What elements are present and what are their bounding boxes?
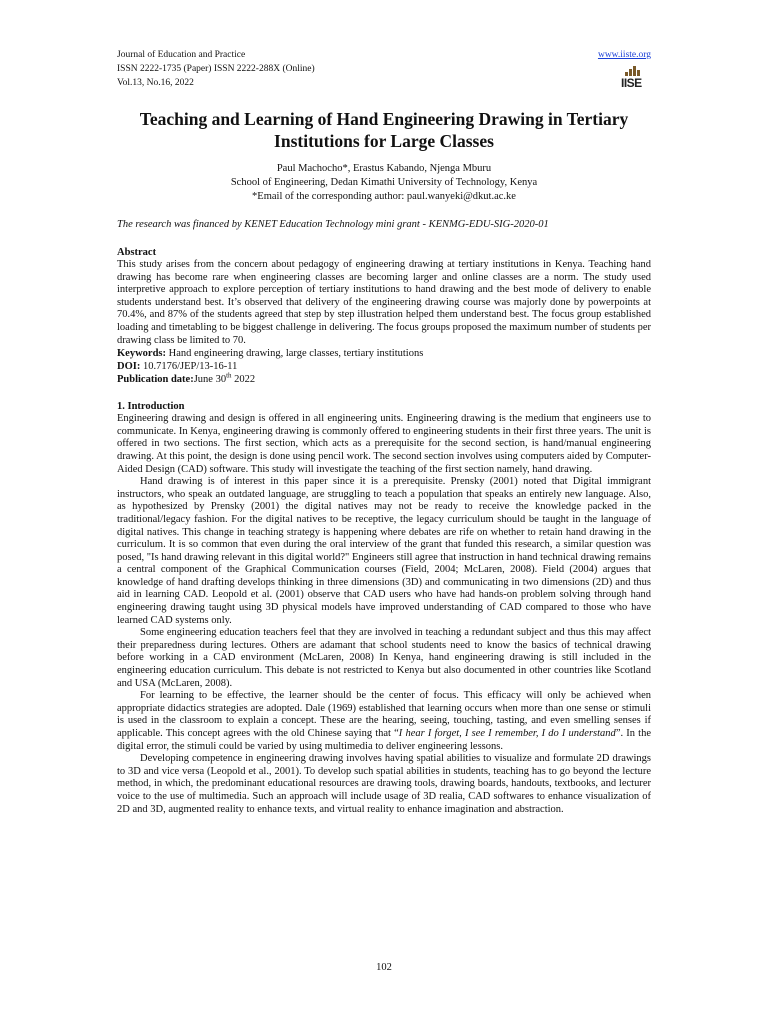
volume: Vol.13, No.16, 2022 — [117, 78, 194, 88]
p4-quote: I hear I forget, I see I remember, I do I understand — [398, 728, 616, 739]
keywords — [117, 347, 651, 360]
logo-bars-icon — [625, 66, 651, 76]
intro-paragraph-2: Hand drawing is of interest in this paper since it is a prerequisite. Prensky (2001) noted that Digital immigrant instructors, who speak an outdated language, are struggling to teach a population that speaks an entirely new language. Also, as hypothesized by Prensky (2001) the digital natives may not be ready to receive the knowledge packed in the traditional/legacy fashion. For the digital natives to be receptive, the legacy curriculum should be taught in the language of digital natives. This change in teaching strategy is happening where debates are rife on whether to retain hand drawing in the curriculum. It is so common that even during the oral interview of the grant that funded this research, a similar question was posed, "Is hand drawing relevant in this digital world?" Engineers still agree that instruction in hand technical drawing remains a central component of the Graphical Communication courses (Field, 2004; McLaren, 2008). Field (2004) argues that knowledge of hand drafting develops thinking in three dimensions (3D) and communicating in two dimensions (2D) and thus aid in learning CAD. Leopold et al. (2001) observe that CAD users who have had hands-on problem solving through hand engineering drawing taught using 3D physical models have improved understanding of CAD compared to those who have learned CAD systems only. — [117, 476, 651, 626]
paper-title: Teaching and Learning of Hand Engineering Drawing in Tertiary Institutions for Large Classes — [139, 109, 629, 151]
iiste-logo — [621, 66, 651, 96]
doi-label: DOI: — [117, 361, 141, 373]
abstract-text: This study arises from the concern about pedagogy of engineering drawing at tertiary institutions in Kenya. Teaching hand drawing has become rare when engineering classes are becoming larger and online classes are a norm. The study used interpretive approach to explore perception of tertiary institutions to hand drawing and the best mode of delivery to enable students understand best. It’s observed that delivery of the engineering drawing course was majorly done by powerpoints at 70.4%, and 87% of the students agreed that step by step illustration helped them understand best. The focus group established loading and timetabling to be biggest challenge in delivering. The focus groups proposed the maximum number of students per drawing class be limited to 70. — [117, 259, 651, 346]
issn: ISSN 2222-1735 (Paper) ISSN 2222-288X (Online) — [117, 64, 315, 74]
doi — [117, 360, 651, 373]
publication-date — [117, 373, 651, 386]
authors: Paul Machocho*, Erastus Kabando, Njenga Mburu — [276, 163, 492, 174]
publication-label: Publication date: — [117, 374, 194, 386]
funding-note: The research was financed by KENET Education Technology mini grant - KENMG-EDU-SIG-2020-01 — [117, 219, 549, 230]
keywords-value: Hand engineering drawing, large classes, tertiary institutions — [166, 348, 424, 360]
p4-text-end: ”. In the digital error, the stimuli could be varied by using multimedia to deliver engineering lessons. — [117, 728, 651, 752]
page — [117, 48, 651, 816]
keywords-label: Keywords: — [117, 348, 166, 360]
publication-value: June 30 — [193, 374, 227, 386]
publication-sup: th — [226, 371, 232, 380]
journal-url-link[interactable]: www.iiste.org — [597, 50, 651, 60]
abstract-heading: Abstract — [117, 247, 157, 258]
intro-paragraph-4 — [117, 690, 651, 753]
intro-paragraph-5: Developing competence in engineering drawing involves having spatial abilities to visualize and formulate 2D drawings to 3D and vice versa (Leopold et al., 2001). To develop such spatial abilities in students, teaching has to go beyond the lecture method, in which, the predominant educational resources are drawing tools, drawing boards, handouts, textbooks, and lecturer voice to the use of multimedia. Such an approach will include usage of 3D realia, CAD softwares to enhance visualization of 2D and 3D, augmented reality to enhance texts, and virtual reality to enhance imagination and abstraction. — [117, 753, 651, 815]
journal-name: Journal of Education and Practice — [117, 50, 246, 60]
page-number: 102 — [376, 962, 392, 973]
affiliation: School of Engineering, Dedan Kimathi University of Technology, Kenya — [230, 177, 538, 188]
p4-text: For learning to be effective, the learner should be the center of focus. This efficacy will only be achieved when appropriate didactics strategies are adopted. Dale (1969) established that learning occurs when more than one sense or stimuli is used in the classroom to explain a concept. These are the hearing, seeing, touching, tasting, and even smelling senses if applicable. This concept agrees with the old Chinese saying that “ — [117, 690, 651, 739]
intro-paragraph-3: Some engineering education teachers feel that they are involved in teaching a redundant subject and thus this may affect their preparedness during lectures. Others are adamant that school students need to know the basics of technical drawing before working in a CAD environment (McLaren, 2008) In Kenya, hand engineering drawing is still included in the engineering education curriculum. This debate is not restricted to Kenya but also documented in other countries like Scotland and USA (McLaren, 2008). — [117, 627, 651, 689]
logo-text: IISE — [621, 76, 642, 90]
journal-header — [117, 48, 651, 90]
introduction-heading: 1. Introduction — [117, 401, 185, 413]
doi-value: 10.7176/JEP/13-16-11 — [140, 361, 238, 373]
intro-paragraph-1: Engineering drawing and design is offered in all engineering units. Engineering drawing is the medium that engineers use to communicate. In Kenya, engineering drawing is commonly offered to engineering students in their first three years. The unit is offered in two sections. The first section, which acts as a prerequisite for the second section, is hand/manual engineering drawing. At this point, the design is done using pencil work. The second section involves using computers aided by Computer-Aided Design (CAD) software. This study will investigate the teaching of the first section namely, hand drawing. — [117, 413, 651, 475]
publication-year: 2022 — [231, 374, 256, 386]
corresponding-email: *Email of the corresponding author: paul.wanyeki@dkut.ac.ke — [252, 191, 516, 202]
